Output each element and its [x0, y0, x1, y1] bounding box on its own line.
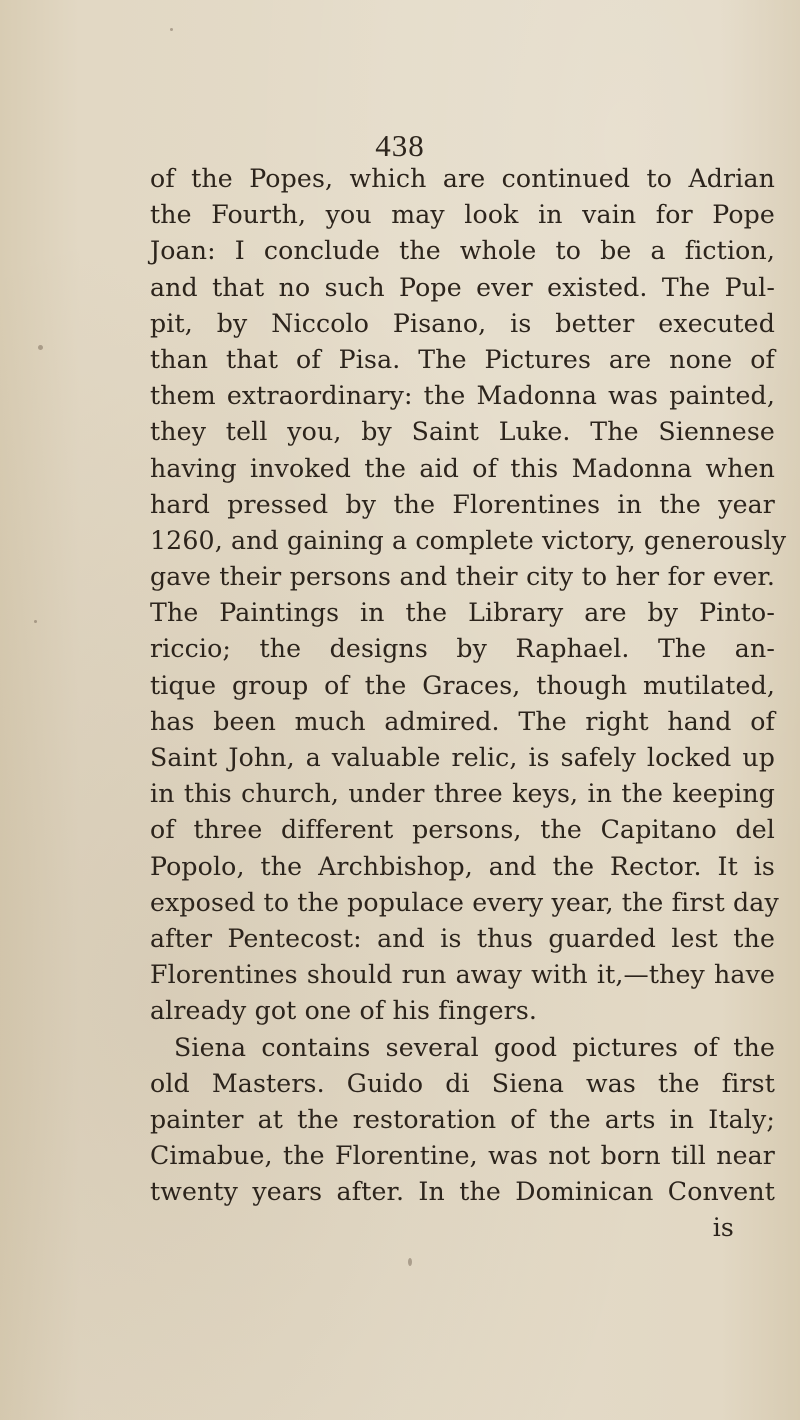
text-line: Cimabue, the Florentine, was not born till near	[150, 1141, 775, 1171]
catchword: is	[712, 1213, 734, 1243]
text-line: exposed to the populace every year, the first day	[150, 887, 779, 917]
text-line: they tell you, by Saint Luke. The Siennese	[150, 417, 775, 447]
body-text	[150, 161, 787, 1247]
text-line: gave their persons and their city to her for ever.	[150, 562, 775, 592]
text-line: and that no such Pope ever existed. The Pul-	[150, 272, 775, 302]
text-line: twenty years after. In the Dominican Convent	[150, 1177, 775, 1207]
ink-spot	[170, 28, 173, 31]
text-line: painter at the restoration of the arts in Italy;	[150, 1104, 775, 1134]
page-number: 438	[375, 128, 425, 163]
ink-spot	[34, 620, 37, 623]
text-line: Joan: I conclude the whole to be a fiction,	[150, 236, 775, 266]
text-line: than that of Pisa. The Pictures are none of	[150, 344, 775, 374]
text-line: Saint John, a valuable relic, is safely locked up	[150, 743, 775, 772]
text-line: has been much admired. The right hand of	[150, 706, 775, 736]
text-line: Siena contains several good pictures of the	[174, 1032, 775, 1062]
ink-spot	[408, 1258, 412, 1266]
text-line: in this church, under three keys, in the keeping	[150, 779, 775, 809]
text-line: already got one of his fingers.	[150, 996, 538, 1026]
text-line: of three different persons, the Capitano del	[150, 815, 775, 845]
text-line: of the Popes, which are continued to Adrian	[150, 164, 775, 193]
text-line: them extraordinary: the Madonna was painted,	[150, 381, 775, 411]
ink-spot	[38, 345, 43, 350]
text-line: the Fourth, you may look in vain for Pope	[150, 200, 775, 230]
text-line: riccio; the designs by Raphael. The an-	[150, 634, 775, 664]
text-line: old Masters. Guido di Siena was the first	[150, 1068, 775, 1098]
text-line: pit, by Niccolo Pisano, is better executed	[150, 308, 775, 338]
text-line: after Pentecost: and is thus guarded lest the	[150, 923, 775, 953]
text-line: hard pressed by the Florentines in the year	[150, 489, 775, 519]
text-line: 1260, and gaining a complete victory, generously	[150, 525, 787, 555]
text-line: having invoked the aid of this Madonna when	[150, 453, 775, 483]
text-line: Florentines should run away with it,—they have	[150, 960, 775, 990]
text-line: tique group of the Graces, though mutilated,	[150, 670, 775, 700]
text-line: The Paintings in the Library are by Pinto-	[150, 598, 775, 628]
text-line: Popolo, the Archbishop, and the Rector. It is	[150, 851, 775, 881]
